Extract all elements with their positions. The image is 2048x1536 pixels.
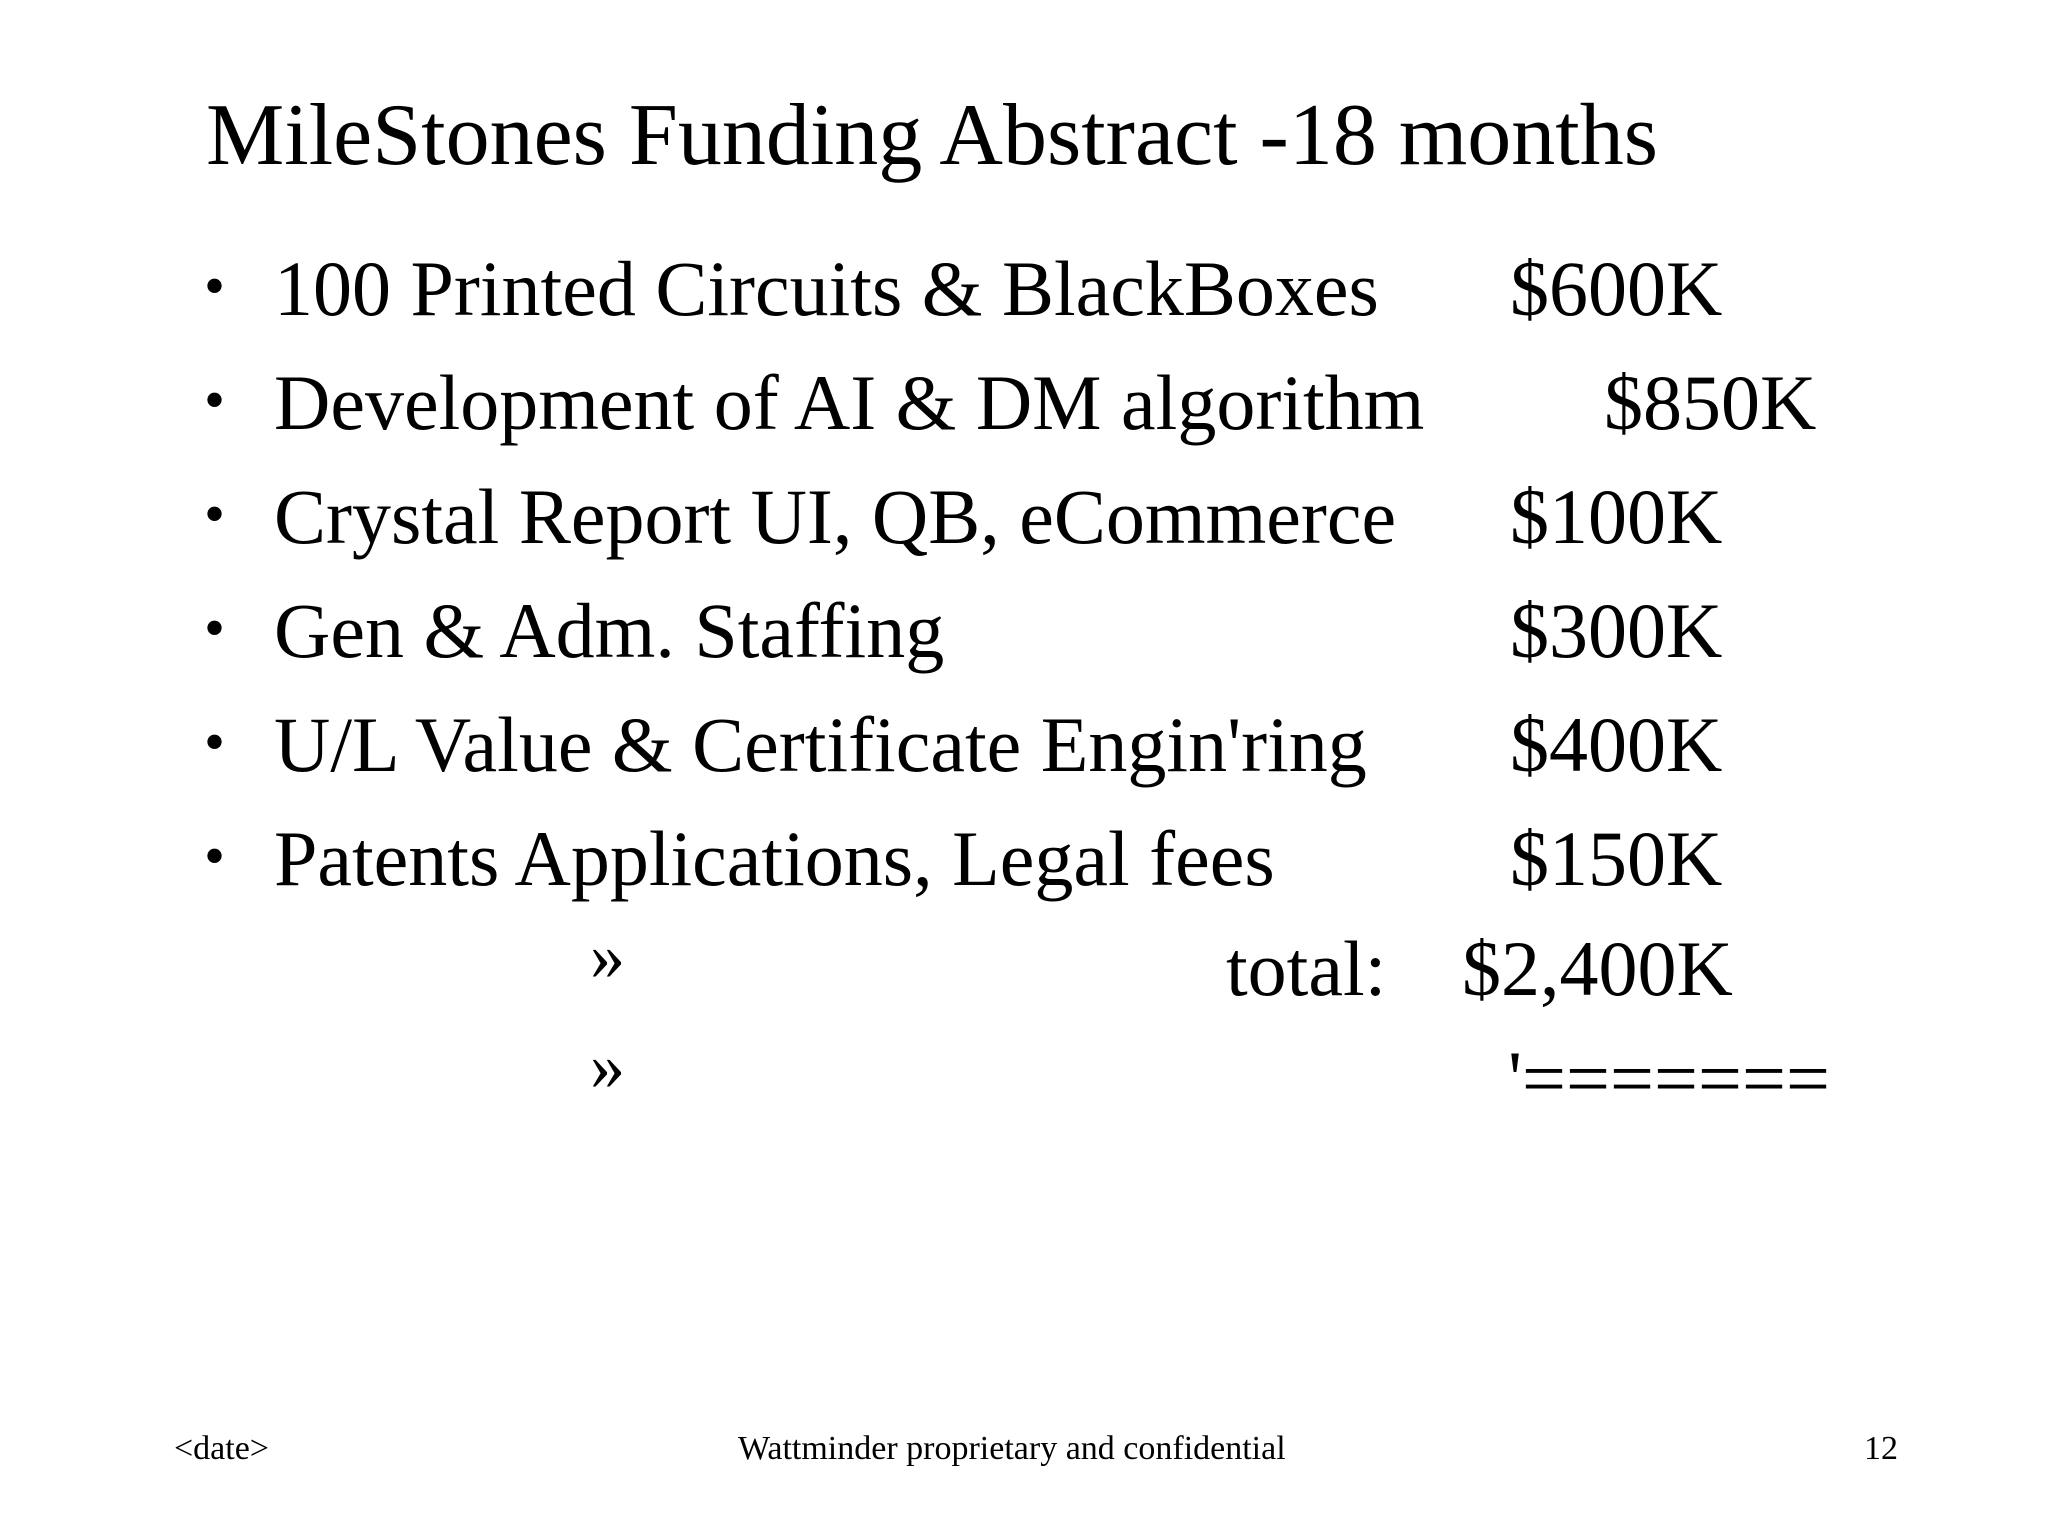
slide-title: MileStones Funding Abstract -18 months <box>206 87 1658 184</box>
item-label: Crystal Report UI, QB, eCommerce <box>274 473 1397 560</box>
sub-bullet-icon: » <box>590 1028 625 1105</box>
item-amount: $100K <box>1510 473 1723 560</box>
item-label: Development of AI & DM algorithm <box>274 359 1425 446</box>
item-amount: $300K <box>1510 587 1723 674</box>
page-number: 12 <box>1864 1430 1898 1467</box>
item-amount: $400K <box>1510 701 1723 788</box>
item-label: Patents Applications, Legal fees <box>274 815 1275 902</box>
item-amount: $150K <box>1510 815 1723 902</box>
total-underline: '======= <box>1508 1035 1830 1122</box>
item-label: 100 Printed Circuits & BlackBoxes <box>274 245 1379 332</box>
bullet-icon: • <box>204 367 226 433</box>
bullet-icon: • <box>204 595 226 661</box>
item-label: U/L Value & Certificate Engin'ring <box>274 701 1367 788</box>
footer-date: <date> <box>174 1430 269 1467</box>
bullet-icon: • <box>204 481 226 547</box>
item-amount: $600K <box>1510 245 1723 332</box>
footer-confidentiality: Wattminder proprietary and confidential <box>738 1430 1286 1467</box>
total-value: $2,400K <box>1462 925 1733 1012</box>
item-label: Gen & Adm. Staffing <box>274 587 945 674</box>
total-label: total: <box>1226 925 1387 1012</box>
sub-bullet-icon: » <box>590 918 625 995</box>
bullet-icon: • <box>204 709 226 775</box>
bullet-icon: • <box>204 823 226 889</box>
item-amount: $850K <box>1604 359 1817 446</box>
bullet-icon: • <box>204 253 226 319</box>
